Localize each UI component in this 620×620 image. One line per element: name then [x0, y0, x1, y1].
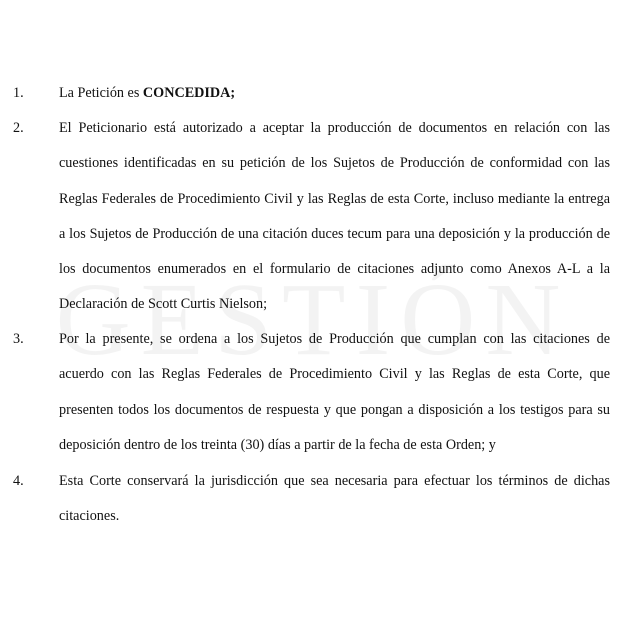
item-text: Esta Corte conservará la jurisdicción que sea necesaria para efectuar los términos de dichas citaciones. [59, 473, 610, 525]
item-text-before: La Petición es [59, 85, 143, 101]
item-text-bold: CONCEDIDA; [142, 85, 236, 101]
item-number: 2. [13, 120, 24, 136]
item-number: 3. [13, 331, 24, 347]
item-text [59, 76, 610, 111]
item-number: 4. [13, 473, 24, 489]
item-text: El Peticionario está autorizado a aceptar la producción de documentos en relación con las cuestiones identificadas en su petición de los Sujetos de Producción de conformidad con las Reglas Federales de Procedimiento Civil y las Reglas de esta Corte, incluso mediante la entrega a los Sujetos de Producción de una citación duces tecum para una deposición y la producción de los documentos enumerados en el formulario de citaciones adjunto como Anexos A-L a la Declaración de Scott Curtis Nielson; [59, 120, 610, 313]
item-number: 1. [13, 85, 24, 101]
item-text: Por la presente, se ordena a los Sujetos de Producción que cumplan con las citaciones de acuerdo con las Reglas Federales de Procedimiento Civil y las Reglas de esta Corte, que presenten todos los documentos de respuesta y que pongan a disposición a los testigos para su deposición dentro de los treinta (30) días a partir de la fecha de esta Orden; y [59, 331, 610, 453]
